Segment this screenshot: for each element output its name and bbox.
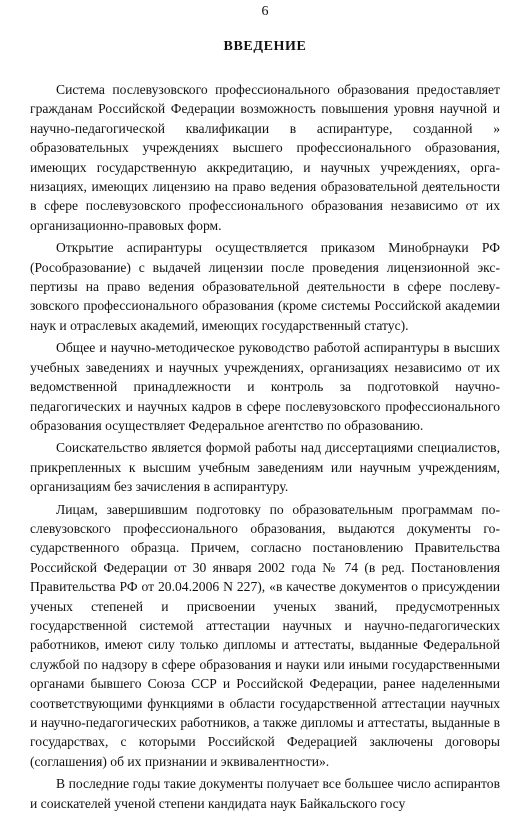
section-heading: ВВЕДЕНИЕ <box>223 39 307 54</box>
page-number: 6 <box>261 4 269 19</box>
paragraph: Общее и научно-методическое руководство работой аспирантуры в высших учебных заведениях и научных учреждениях, организациях независимо от их ведомственной принадлежности и контроль за подготовкой научно-педагогических и научных кадров в сфере послевузовского профессионального образования осуществляет Федеральное агентство по образованию. <box>30 340 500 433</box>
paragraph: Открытие аспирантуры осуществляется приказом Минобрнауки РФ (Рособразование) с выдачей лицензии после проведения лицензионной экспертизы на право ведения образовательной деятельности в сфере послевузовского профессионального образования (кроме системы Российской академии наук и отраслевых академий, имеющих государственный статус). <box>30 240 500 333</box>
paragraph: Система послевузовского профессионального образования предоставляет гражданам Российской Федерации возможность повышения уровня научной и научно-педагогической квалификации в аспирантуре, созданной » образовательных учреждениях высшего профессионального образования, имеющих государственную аккредитацию, и научных учреждениях, организациях, имеющих лицензию на право ведения образовательной деятельности в сфере послевузовского профессионального образования независимо от их организационно-правовых форм. <box>30 82 500 233</box>
document-page <box>30 0 500 811</box>
paragraph: Лицам, завершившим подготовку по образовательным программам послевузовского профессионального образования, выдаются документы государственного образца. Причем, согласно постановлению Правительства Российской Федерации от 30 января 2002 года № 74 (в ред. Постановления Правительства РФ от 20.04.2006 N 227), «в качестве документов о присуждении ученых степеней и присвоении ученых званий, предусмотренных государственной системой аттестации научных и научно-педагогических работников, имеют силу только дипломы и аттестаты, выданные Федеральной службой по надзору в сфере образования и науки или иными государственными органами бывшего Союза ССР и Российской Федерации, ранее наделенными соответствующими функциями в области государственной аттестации научных и научно-педагогических работников, а также дипломы и аттестаты, выданные в государствах, с которыми Российской Федерацией заключены договоры (соглашения) об их признании и эквивалентности». <box>30 501 500 769</box>
paragraph: В последние годы такие документы получает все большее число аспирантов и соискателей ученой степени кандидата наук Байкальского госу <box>30 776 500 811</box>
body-text <box>30 80 500 813</box>
paragraph: Соискательство является формой работы над диссертациями специалистов, прикрепленных к высшим учебным заведениям или научным учреждениям, организациям без зачисления в аспирантуру. <box>30 440 500 495</box>
